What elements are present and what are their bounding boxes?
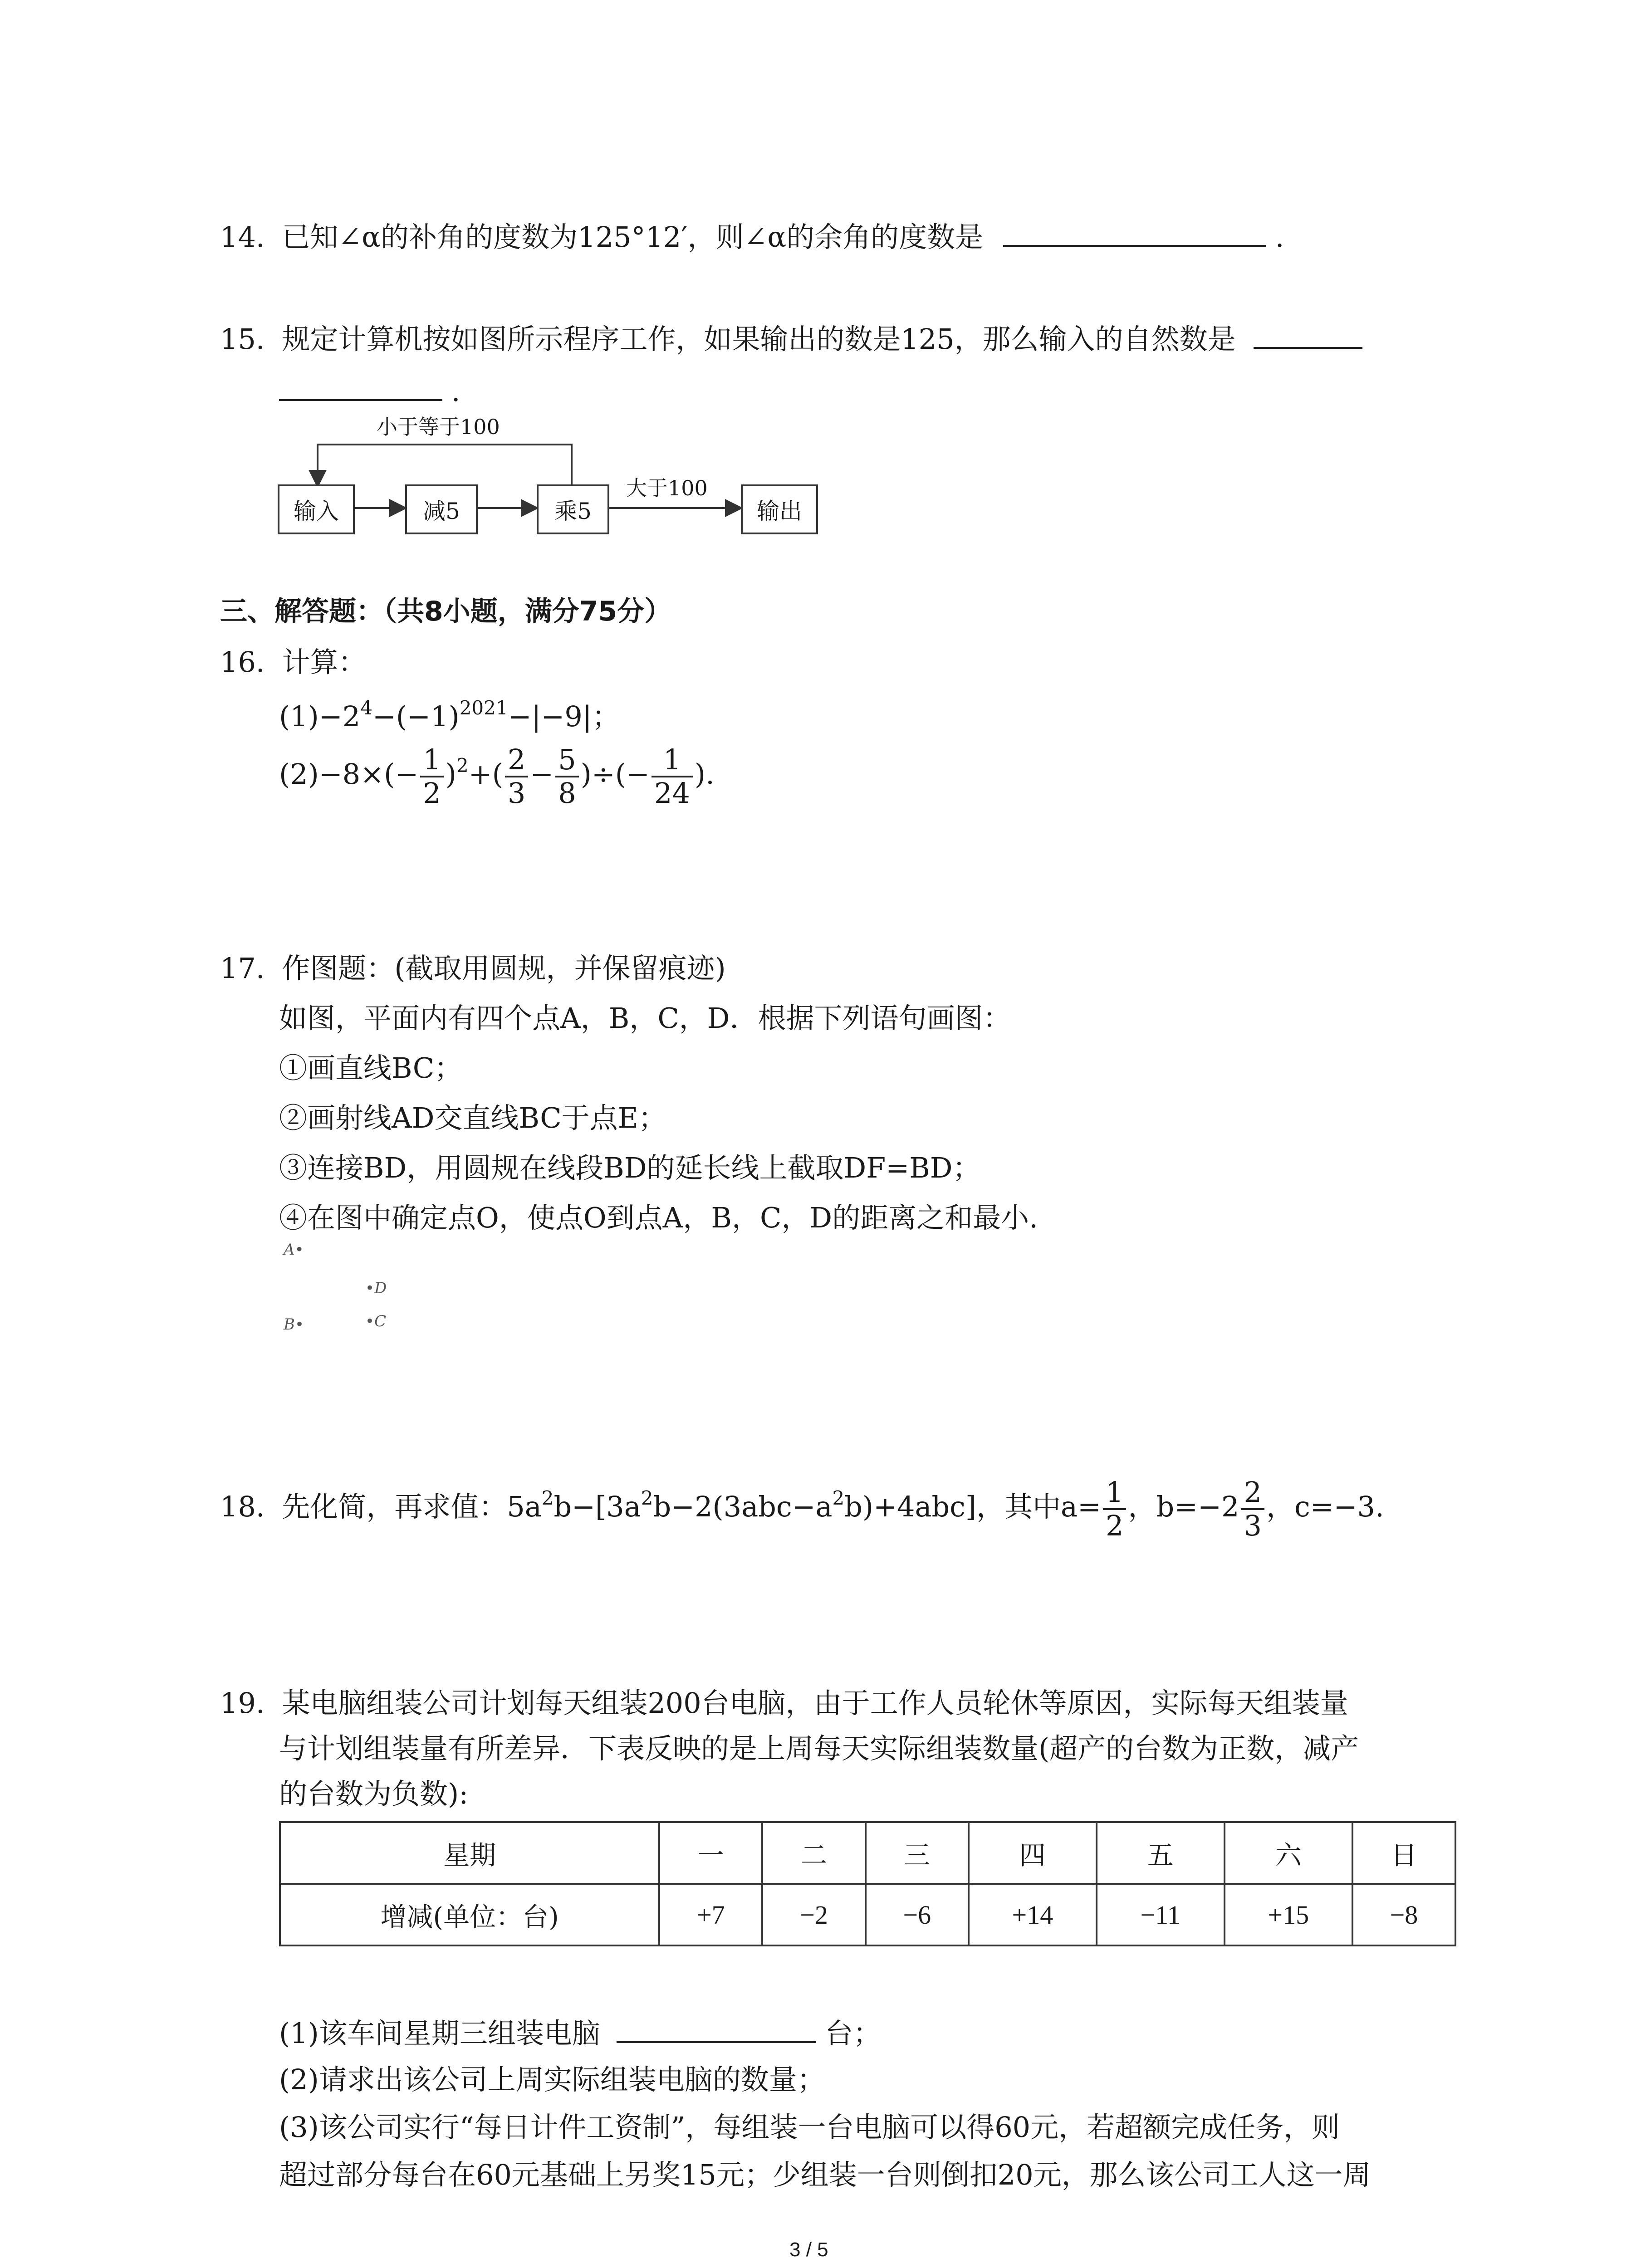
- question-17-step-2: ②画射线AD交直线BC于点E；: [279, 1101, 666, 1134]
- sub-question-text: (1)该车间星期三组装电脑: [279, 2017, 600, 2050]
- question-number: 14.: [220, 220, 265, 254]
- table-cell: −6: [866, 1884, 969, 1945]
- question-text-line-3: 的台数为负数):: [279, 1777, 469, 1810]
- table-cell: +14: [969, 1884, 1097, 1945]
- question-number: 15.: [220, 323, 265, 356]
- question-text: 已知∠α的补角的度数为125°12′，则∠α的余角的度数是: [282, 220, 984, 254]
- expr-text: )÷(−: [580, 758, 650, 791]
- fraction: $\frac{5}{8}$: [555, 744, 578, 809]
- point-b: B•: [284, 1315, 304, 1334]
- question-16: [220, 644, 366, 680]
- expr-text: b−[3a: [554, 1490, 641, 1524]
- question-text-line-2: 与计划组装量有所差异．下表反映的是上周每天实际组装数量(超产的台数为正数，减产: [279, 1732, 1359, 1765]
- question-15: [220, 320, 1362, 357]
- table-cell: 一: [659, 1822, 762, 1884]
- flow-box-subtract: 减5: [405, 484, 478, 534]
- question-15-line2: [279, 372, 460, 410]
- expr-text: +(: [468, 758, 503, 791]
- expr-text: −: [530, 758, 554, 791]
- page-number: 3 / 5: [789, 2239, 828, 2261]
- answer-blank: [1003, 218, 1266, 247]
- question-17-step-3: ③连接BD，用圆规在线段BD的延长线上截取DF=BD；: [279, 1151, 981, 1184]
- flow-box-input: 输入: [278, 484, 355, 534]
- question-text: 规定计算机按如图所示程序工作，如果输出的数是125，那么输入的自然数是: [282, 323, 1236, 356]
- answer-blank: [617, 2014, 816, 2043]
- question-19-sub-3-line-2: 超过部分每台在60元基础上另奖15元；少组装一台则倒扣20元，那么该公司工人这一周: [279, 2158, 1371, 2191]
- fraction: $\frac{1}{2}$: [420, 744, 443, 809]
- question-end: .: [451, 375, 460, 408]
- question-17: [220, 950, 726, 987]
- question-19-sub-1: [279, 2014, 881, 2052]
- expr-text: ): [445, 758, 456, 791]
- sub-question-text: 台；: [825, 2017, 882, 2050]
- question-17-step-4: ④在图中确定点O，使点O到点A，B，C，D的距离之和最小.: [279, 1201, 1038, 1234]
- question-title: 计算：: [282, 645, 367, 679]
- question-number: 17.: [220, 952, 265, 985]
- question-17-step-1: ①画直线BC；: [279, 1051, 463, 1085]
- table-cell: 日: [1352, 1822, 1455, 1884]
- table-cell: −11: [1097, 1884, 1225, 1945]
- question-18: [220, 1476, 1384, 1542]
- expr-text: ).: [694, 758, 715, 791]
- expr-text: 先化简，再求值：5a: [282, 1490, 542, 1524]
- question-19-sub-2: (2)请求出该公司上周实际组装电脑的数量；: [279, 2063, 825, 2096]
- exponent: 2: [641, 1487, 653, 1510]
- data-table: [279, 1821, 1456, 1946]
- section-heading: 三、解答题：（共8小题，满分75分）: [220, 596, 672, 627]
- question-number: 16.: [220, 645, 265, 679]
- exponent: 2021: [459, 697, 508, 719]
- flow-box-output: 输出: [741, 484, 818, 534]
- expr-text: −(−1): [372, 700, 460, 733]
- table-cell: +7: [659, 1884, 762, 1945]
- exponent: 2: [832, 1487, 845, 1510]
- fraction: $\frac{2}{3}$: [505, 744, 528, 809]
- expr-text: (2)−8×(−: [279, 758, 419, 791]
- expr-text: ，c=−3.: [1266, 1490, 1384, 1524]
- fraction: $\frac{1}{2}$: [1103, 1476, 1126, 1542]
- table-cell: −8: [1352, 1884, 1455, 1945]
- table-cell: −2: [762, 1884, 865, 1945]
- point-c: •C: [365, 1312, 387, 1330]
- table-cell: 二: [762, 1822, 865, 1884]
- question-end: .: [1275, 220, 1284, 254]
- question-17-intro: 如图，平面内有四个点A，B，C，D．根据下列语句画图：: [279, 1002, 1011, 1035]
- question-number: 19.: [220, 1686, 265, 1720]
- expr-text: b)+4abc]，其中a=: [844, 1490, 1101, 1524]
- question-16-part-2: [279, 744, 715, 809]
- exponent: 2: [456, 754, 469, 777]
- question-number: 18.: [220, 1490, 265, 1524]
- fraction: $\frac{2}{3}$: [1241, 1476, 1264, 1542]
- loop-condition-label: 小于等于100: [377, 415, 500, 439]
- expr-text: −|−9|；: [508, 700, 620, 733]
- output-condition-label: 大于100: [626, 476, 708, 500]
- exponent: 2: [541, 1487, 554, 1510]
- question-title: 作图题：(截取用圆规，并保留痕迹): [282, 952, 726, 985]
- table-header-label: 星期: [280, 1822, 659, 1884]
- point-a: A•: [284, 1241, 304, 1259]
- table-cell: 五: [1097, 1822, 1225, 1884]
- question-text-line-1: 某电脑组装公司计划每天组装200台电脑，由于工作人员轮休等原因，实际每天组装量: [282, 1686, 1348, 1720]
- exponent: 4: [360, 697, 372, 719]
- answer-blank-part2: [279, 372, 442, 401]
- question-19: [220, 1685, 1348, 1721]
- table-row-label: 增减(单位：台): [280, 1884, 659, 1945]
- table-cell: 四: [969, 1822, 1097, 1884]
- expr-text: ，b=−2: [1128, 1490, 1239, 1524]
- answer-blank-part1: [1254, 320, 1362, 349]
- fraction: $\frac{1}{24}$: [652, 744, 693, 809]
- point-d: •D: [365, 1279, 387, 1297]
- question-16-part-1: [279, 699, 620, 735]
- expr-text: (1)−2: [279, 700, 361, 733]
- table-cell: 三: [866, 1822, 969, 1884]
- flow-box-multiply: 乘5: [537, 484, 609, 534]
- table-header-row: [280, 1822, 1455, 1884]
- expr-text: b−2(3abc−a: [653, 1490, 833, 1524]
- table-cell: +15: [1225, 1884, 1352, 1945]
- table-row: [280, 1884, 1455, 1945]
- table-cell: 六: [1225, 1822, 1352, 1884]
- question-19-sub-3-line-1: (3)该公司实行“每日计件工资制”，每组装一台电脑可以得60元，若超额完成任务，则: [279, 2111, 1340, 2144]
- question-14: [220, 218, 1284, 255]
